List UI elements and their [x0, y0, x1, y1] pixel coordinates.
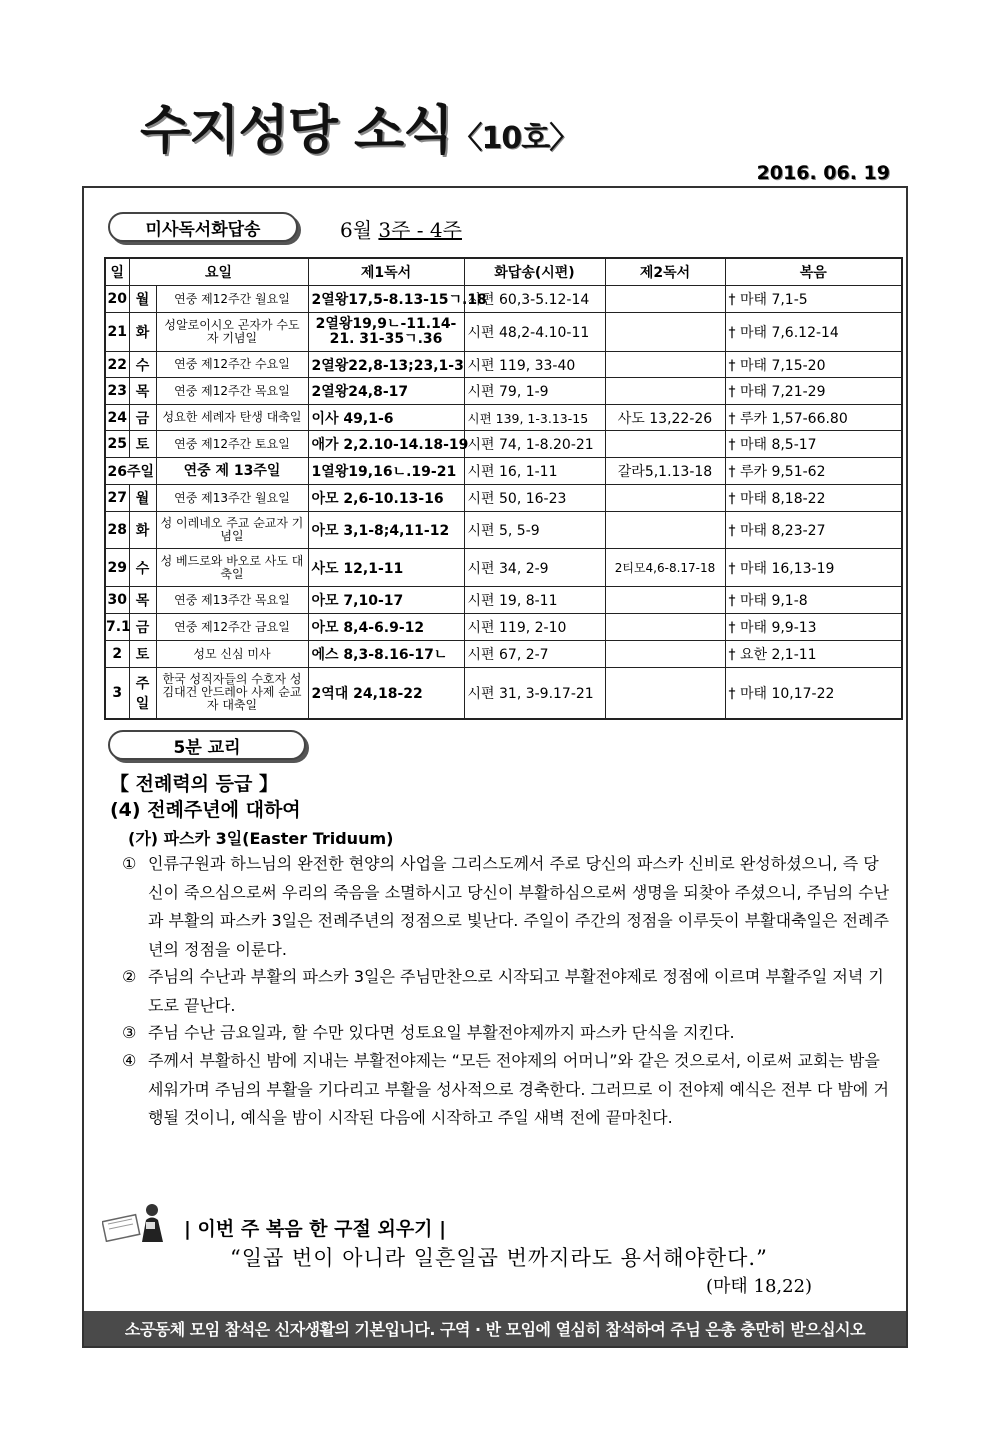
- cell-occasion: 한국 성직자들의 수호자 성 김대건 안드레아 사제 순교자 대축일: [156, 668, 308, 719]
- cell-day: 26주일: [105, 458, 156, 485]
- cell-day: 30: [105, 587, 129, 614]
- footer-banner: 소공동체 모임 참석은 신자생활의 기본입니다. 구역 · 반 모임에 열심히 참석하여 주님 은총 충만히 받으십시오: [84, 1311, 906, 1346]
- catechism-heading: 【 전례력의 등급 】: [110, 773, 278, 795]
- cell-first-reading: 1열왕19,16ㄴ.19-21: [308, 458, 464, 485]
- cell-first-reading: 에스 8,3-8.16-17ㄴ: [308, 641, 464, 668]
- cell-day: 27: [105, 485, 129, 512]
- cell-psalm: 시편 60,3-5.12-14: [464, 286, 605, 313]
- issue-number: 〈10호〉: [452, 121, 579, 156]
- cell-gospel: † 루카 1,57-66.80: [725, 405, 902, 431]
- table-row: [105, 378, 902, 405]
- table-row: [105, 668, 902, 719]
- cell-occasion: 성 베드로와 바오로 사도 대축일: [156, 549, 308, 587]
- cell-first-reading: 2열왕24,8-17: [308, 378, 464, 405]
- cell-psalm: 시편 119, 33-40: [464, 352, 605, 378]
- cell-psalm: 시편 74, 1-8.20-21: [464, 431, 605, 458]
- cell-gospel: † 마태 16,13-19: [725, 549, 902, 587]
- verse-reference: (마태 18,22): [706, 1276, 813, 1297]
- readings-section-label: 미사독서화답송: [108, 212, 298, 242]
- cell-second-reading: [605, 668, 725, 719]
- cell-day: 28: [105, 512, 129, 549]
- catechism-section-label: 5분 교리: [108, 730, 306, 760]
- cell-gospel: † 마태 7,21-29: [725, 378, 902, 405]
- paragraph-1: ① 인류구원과 하느님의 완전한 현양의 사업을 그리스도께서 주로 당신의 파스카 신비로 완성하셨으니, 즉 당신이 죽으심으로써 우리의 죽음을 소멸하시고 당신이 부활하심으로써 생명을 되찾아 주셨으니, 주님의 수난과 부활의 파스카 3일은 전례주년의 정점으로 빛난다. 주일이 주간의 정점을 이루듯이 부활대축일은 전례주년의 정점을 이룬다.: [122, 854, 890, 959]
- cell-psalm: 시편 50, 16-23: [464, 485, 605, 512]
- cell-occasion: 성모 신심 미사: [156, 641, 308, 668]
- cell-psalm: 시편 5, 5-9: [464, 512, 605, 549]
- cell-gospel: † 마태 7,1-5: [725, 286, 902, 313]
- cell-first-reading: 2역대 24,18-22: [308, 668, 464, 719]
- table-row: [105, 641, 902, 668]
- table-row: [105, 549, 902, 587]
- cell-weekday: 금: [129, 405, 156, 431]
- cell-weekday: 수: [129, 549, 156, 587]
- cell-occasion: 연중 제12주간 수요일: [156, 352, 308, 378]
- cell-day: 22: [105, 352, 129, 378]
- cell-psalm: 시편 139, 1-3.13-15: [464, 405, 605, 431]
- cell-day: 25: [105, 431, 129, 458]
- table-row: [105, 485, 902, 512]
- cell-second-reading: 갈라5,1.13-18: [605, 458, 725, 485]
- cell-occasion: 성알로이시오 곤자가 수도자 기념일: [156, 313, 308, 352]
- cell-psalm: 시편 34, 2-9: [464, 549, 605, 587]
- cell-second-reading: [605, 313, 725, 352]
- paragraph-2: ② 주님의 수난과 부활의 파스카 3일은 주님만찬으로 시작되고 부활전야제로 정점에 이르며 부활주일 저녁 기도로 끝난다.: [122, 967, 884, 1015]
- cell-psalm: 시편 31, 3-9.17-21: [464, 668, 605, 719]
- week-range: 6월 3주 - 4주: [340, 218, 462, 242]
- cell-gospel: † 루카 9,51-62: [725, 458, 902, 485]
- cell-day: 23: [105, 378, 129, 405]
- cell-occasion: 연중 제12주간 목요일: [156, 378, 308, 405]
- cell-gospel: † 요한 2,1-11: [725, 641, 902, 668]
- issue-date: 2016. 06. 19: [756, 162, 890, 184]
- cell-day: 3: [105, 668, 129, 719]
- cell-second-reading: [605, 641, 725, 668]
- table-row: [105, 587, 902, 614]
- cell-weekday: 수: [129, 352, 156, 378]
- cell-gospel: † 마태 10,17-22: [725, 668, 902, 719]
- verse-heading: | 이번 주 복음 한 구절 외우기 |: [184, 1218, 447, 1240]
- cell-second-reading: [605, 512, 725, 549]
- cell-occasion: 연중 제 13주일: [156, 458, 308, 485]
- cell-weekday: 토: [129, 641, 156, 668]
- cell-occasion: 성요한 세례자 탄생 대축일: [156, 405, 308, 431]
- cell-first-reading: 이사 49,1-6: [308, 405, 464, 431]
- table-row: [105, 313, 902, 352]
- cell-weekday: 목: [129, 378, 156, 405]
- cell-psalm: 시편 19, 8-11: [464, 587, 605, 614]
- cell-psalm: 시편 16, 1-11: [464, 458, 605, 485]
- cell-second-reading: [605, 378, 725, 405]
- cell-second-reading: [605, 286, 725, 313]
- cell-gospel: † 마태 8,23-27: [725, 512, 902, 549]
- col-header-gospel: 복음: [725, 258, 902, 286]
- catechism-item: (가) 파스카 3일(Easter Triduum): [128, 829, 394, 848]
- cell-day: 21: [105, 313, 129, 352]
- table-row: [105, 614, 902, 641]
- cell-day: 2: [105, 641, 129, 668]
- cell-second-reading: [605, 587, 725, 614]
- col-header-weekday: 요일: [129, 258, 308, 286]
- cell-weekday: 화: [129, 313, 156, 352]
- cell-psalm: 시편 48,2-4.10-11: [464, 313, 605, 352]
- cell-day: 7.1: [105, 614, 129, 641]
- cell-occasion: 연중 제12주간 월요일: [156, 286, 308, 313]
- cell-weekday: 주일: [129, 668, 156, 719]
- cell-psalm: 시편 67, 2-7: [464, 641, 605, 668]
- cell-gospel: † 마태 9,1-8: [725, 587, 902, 614]
- newsletter-title: 수지성당 소식〈10호〉: [140, 101, 579, 161]
- table-row: [105, 352, 902, 378]
- cell-occasion: 연중 제12주간 토요일: [156, 431, 308, 458]
- cell-psalm: 시편 79, 1-9: [464, 378, 605, 405]
- col-header-second-reading: 제2독서: [605, 258, 725, 286]
- cell-second-reading: [605, 352, 725, 378]
- cell-first-reading: 사도 12,1-11: [308, 549, 464, 587]
- cell-occasion: 연중 제12주간 금요일: [156, 614, 308, 641]
- table-row: [105, 512, 902, 549]
- cell-occasion: 연중 제13주간 목요일: [156, 587, 308, 614]
- table-row: [105, 458, 902, 485]
- table-header-row: [105, 258, 902, 286]
- cell-day: 20: [105, 286, 129, 313]
- cell-first-reading: 아모 3,1-8;4,11-12: [308, 512, 464, 549]
- cell-first-reading: 아모 7,10-17: [308, 587, 464, 614]
- table-row: [105, 286, 902, 313]
- cell-second-reading: [605, 431, 725, 458]
- cell-occasion: 연중 제13주간 월요일: [156, 485, 308, 512]
- cell-gospel: † 마태 9,9-13: [725, 614, 902, 641]
- cell-first-reading: 아모 2,6-10.13-16: [308, 485, 464, 512]
- cell-weekday: 화: [129, 512, 156, 549]
- cell-day: 24: [105, 405, 129, 431]
- cell-occasion: 성 이레네오 주교 순교자 기념일: [156, 512, 308, 549]
- cell-weekday: 월: [129, 485, 156, 512]
- cell-first-reading: 2열왕22,8-13;23,1-3: [308, 352, 464, 378]
- paragraph-3: ③ 주님 수난 금요일과, 할 수만 있다면 성토요일 부활전야제까지 파스카 단식을 지킨다.: [122, 1023, 735, 1042]
- bible-reader-illustration: [102, 1200, 164, 1242]
- table-row: [105, 405, 902, 431]
- cell-second-reading: 2티모4,6-8.17-18: [605, 549, 725, 587]
- cell-weekday: 토: [129, 431, 156, 458]
- cell-psalm: 시편 119, 2-10: [464, 614, 605, 641]
- catechism-subheading: (4) 전례주년에 대하여: [110, 799, 301, 821]
- cell-second-reading: [605, 614, 725, 641]
- paragraph-4: ④ 주께서 부활하신 밤에 지내는 부활전야제는 “모든 전야제의 어머니”와 같은 것으로서, 이로써 교회는 밤을 세워가며 주님의 부활을 기다리고 부활을 성사적으로 경축한다. 그러므로 이 전야제 예식은 전부 다 밤에 거행될 것이니, 예식을 밤이 시작된 다음에 시작하고 주일 새벽 전에 끝마친다.: [122, 1051, 889, 1127]
- cell-second-reading: 사도 13,22-26: [605, 405, 725, 431]
- table-row: [105, 431, 902, 458]
- cell-first-reading: 2열왕17,5-8.13-15ㄱ.18: [308, 286, 464, 313]
- cell-weekday: 금: [129, 614, 156, 641]
- cell-gospel: † 마태 7,6.12-14: [725, 313, 902, 352]
- cell-weekday: 목: [129, 587, 156, 614]
- cell-gospel: † 마태 8,5-17: [725, 431, 902, 458]
- cell-weekday: 월: [129, 286, 156, 313]
- readings-table: [104, 257, 903, 720]
- cell-gospel: † 마태 8,18-22: [725, 485, 902, 512]
- memory-verse: “일곱 번이 아니라 일흔일곱 번까지라도 용서해야한다.”: [230, 1246, 768, 1270]
- cell-gospel: † 마태 7,15-20: [725, 352, 902, 378]
- col-header-psalm: 화답송(시편): [464, 258, 605, 286]
- cell-day: 29: [105, 549, 129, 587]
- cell-first-reading: 2열왕19,9ㄴ-11.14-21. 31-35ㄱ.36: [308, 313, 464, 352]
- cell-second-reading: [605, 485, 725, 512]
- cell-first-reading: 아모 8,4-6.9-12: [308, 614, 464, 641]
- col-header-first-reading: 제1독서: [308, 258, 464, 286]
- cell-first-reading: 애가 2,2.10-14.18-19: [308, 431, 464, 458]
- col-header-day: 일: [105, 258, 129, 286]
